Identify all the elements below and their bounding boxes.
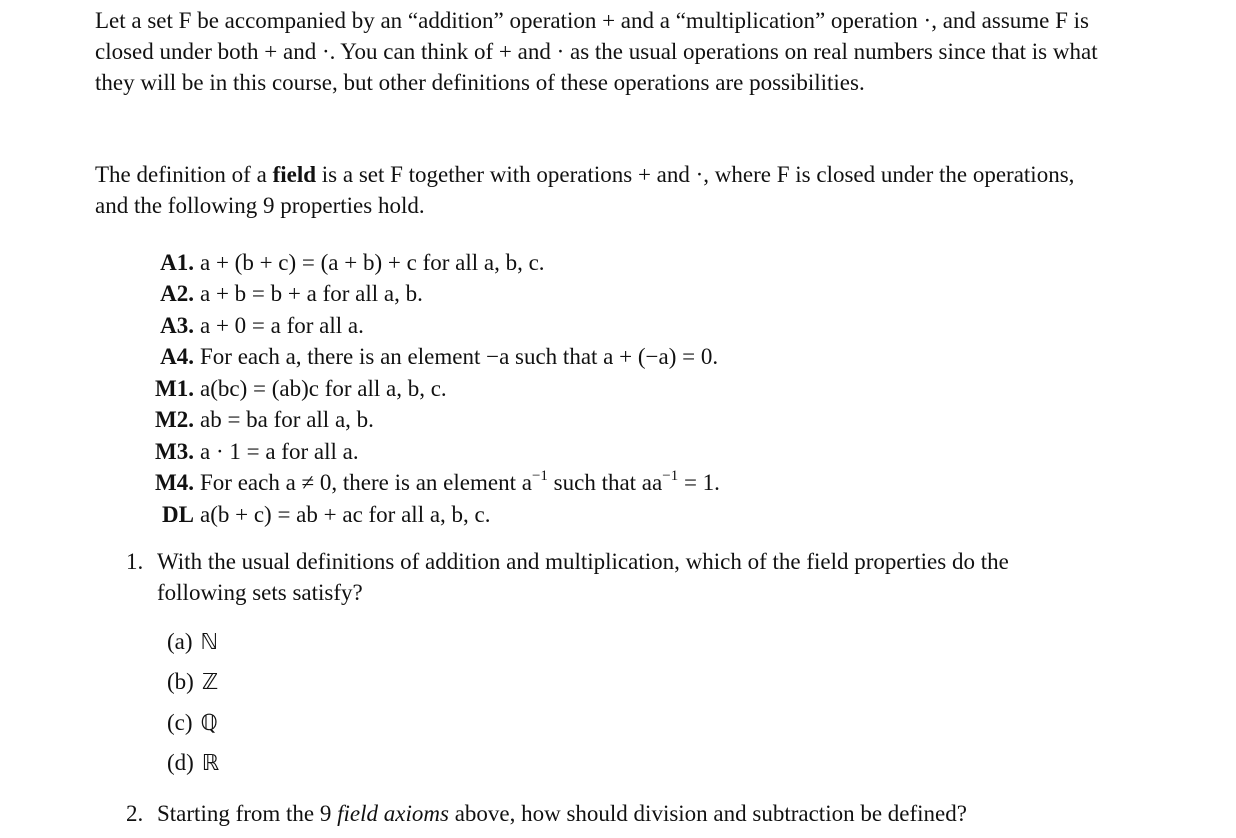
integers-symbol: ℤ (201, 670, 219, 695)
reals-symbol: ℝ (201, 751, 220, 776)
property-text: a + 0 = a for all a. (200, 313, 364, 338)
definition-text-end: is a set F together with operations + and ·, where F is closed under the operations, and the following 9 properties hold. (95, 162, 1075, 218)
property-text-c: = 1. (678, 470, 720, 495)
property-text: a(b + c) = ab + ac for all a, b, c. (200, 502, 491, 527)
property-text-a: For each a ≠ 0, there is an element a (200, 470, 532, 495)
question-text (157, 798, 1101, 829)
property-text: a(bc) = (ab)c for all a, b, c. (200, 376, 447, 401)
property-label: M2. (155, 407, 194, 432)
property-a1 (142, 247, 1122, 278)
question-number: 2. (126, 801, 144, 826)
property-text: ab = ba for all a, b. (200, 407, 374, 432)
subpart-d (167, 747, 219, 779)
property-label: A2. (160, 281, 194, 306)
field-term: field (272, 162, 317, 187)
intro-paragraph: Let a set F be accompanied by an “addition” operation + and a “multiplication” operation ·, and assume F is closed under both + and ·. You can think of + and · as the usual operations on real numbers since that is what they will be in this course, but other definitions of these operations are possibilities. (95, 8, 1098, 95)
property-m2 (142, 404, 1122, 435)
property-label: A1. (160, 250, 194, 275)
property-label: A4. (160, 344, 194, 369)
question-text-start: Starting from the 9 (157, 801, 338, 826)
property-label: DL (162, 502, 194, 527)
subpart-a (167, 626, 218, 658)
property-text: a · 1 = a for all a. (200, 439, 359, 464)
property-label: M1. (155, 376, 194, 401)
property-m3 (142, 436, 1122, 467)
field-axioms-term: field axioms (337, 801, 449, 826)
property-m1 (142, 373, 1122, 404)
subpart-label: (a) (167, 629, 193, 654)
question-text-end: above, how should division and subtraction be defined? (448, 801, 967, 826)
question-number: 1. (126, 549, 144, 574)
property-a3 (142, 310, 1122, 341)
rationals-symbol: ℚ (200, 711, 218, 736)
naturals-symbol: ℕ (200, 630, 219, 655)
property-text: a + b = b + a for all a, b. (200, 281, 423, 306)
property-a4 (142, 341, 1122, 372)
question-1 (126, 546, 1101, 608)
property-text: a + (b + c) = (a + b) + c for all a, b, c. (200, 250, 545, 275)
question-2 (126, 798, 1101, 829)
definition-text-start: The definition of a (95, 162, 273, 187)
subpart-label: (b) (167, 669, 194, 694)
inverse-superscript: −1 (531, 468, 548, 484)
property-a2 (142, 278, 1122, 309)
property-dl (142, 499, 1122, 530)
property-label: A3. (160, 313, 194, 338)
property-text: For each a, there is an element −a such that a + (−a) = 0. (200, 344, 719, 369)
property-m4 (142, 467, 1122, 498)
subpart-c (167, 707, 218, 739)
inverse-superscript: −1 (662, 468, 679, 484)
property-text-b: such that aa (547, 470, 663, 495)
question-text: With the usual definitions of addition and multiplication, which of the field properties do the following sets satisfy? (157, 549, 1009, 605)
property-label: M4. (155, 470, 194, 495)
subpart-label: (d) (167, 750, 194, 775)
field-definition-paragraph (95, 159, 1105, 221)
subpart-label: (c) (167, 710, 193, 735)
subpart-b (167, 666, 218, 698)
property-label: M3. (155, 439, 194, 464)
